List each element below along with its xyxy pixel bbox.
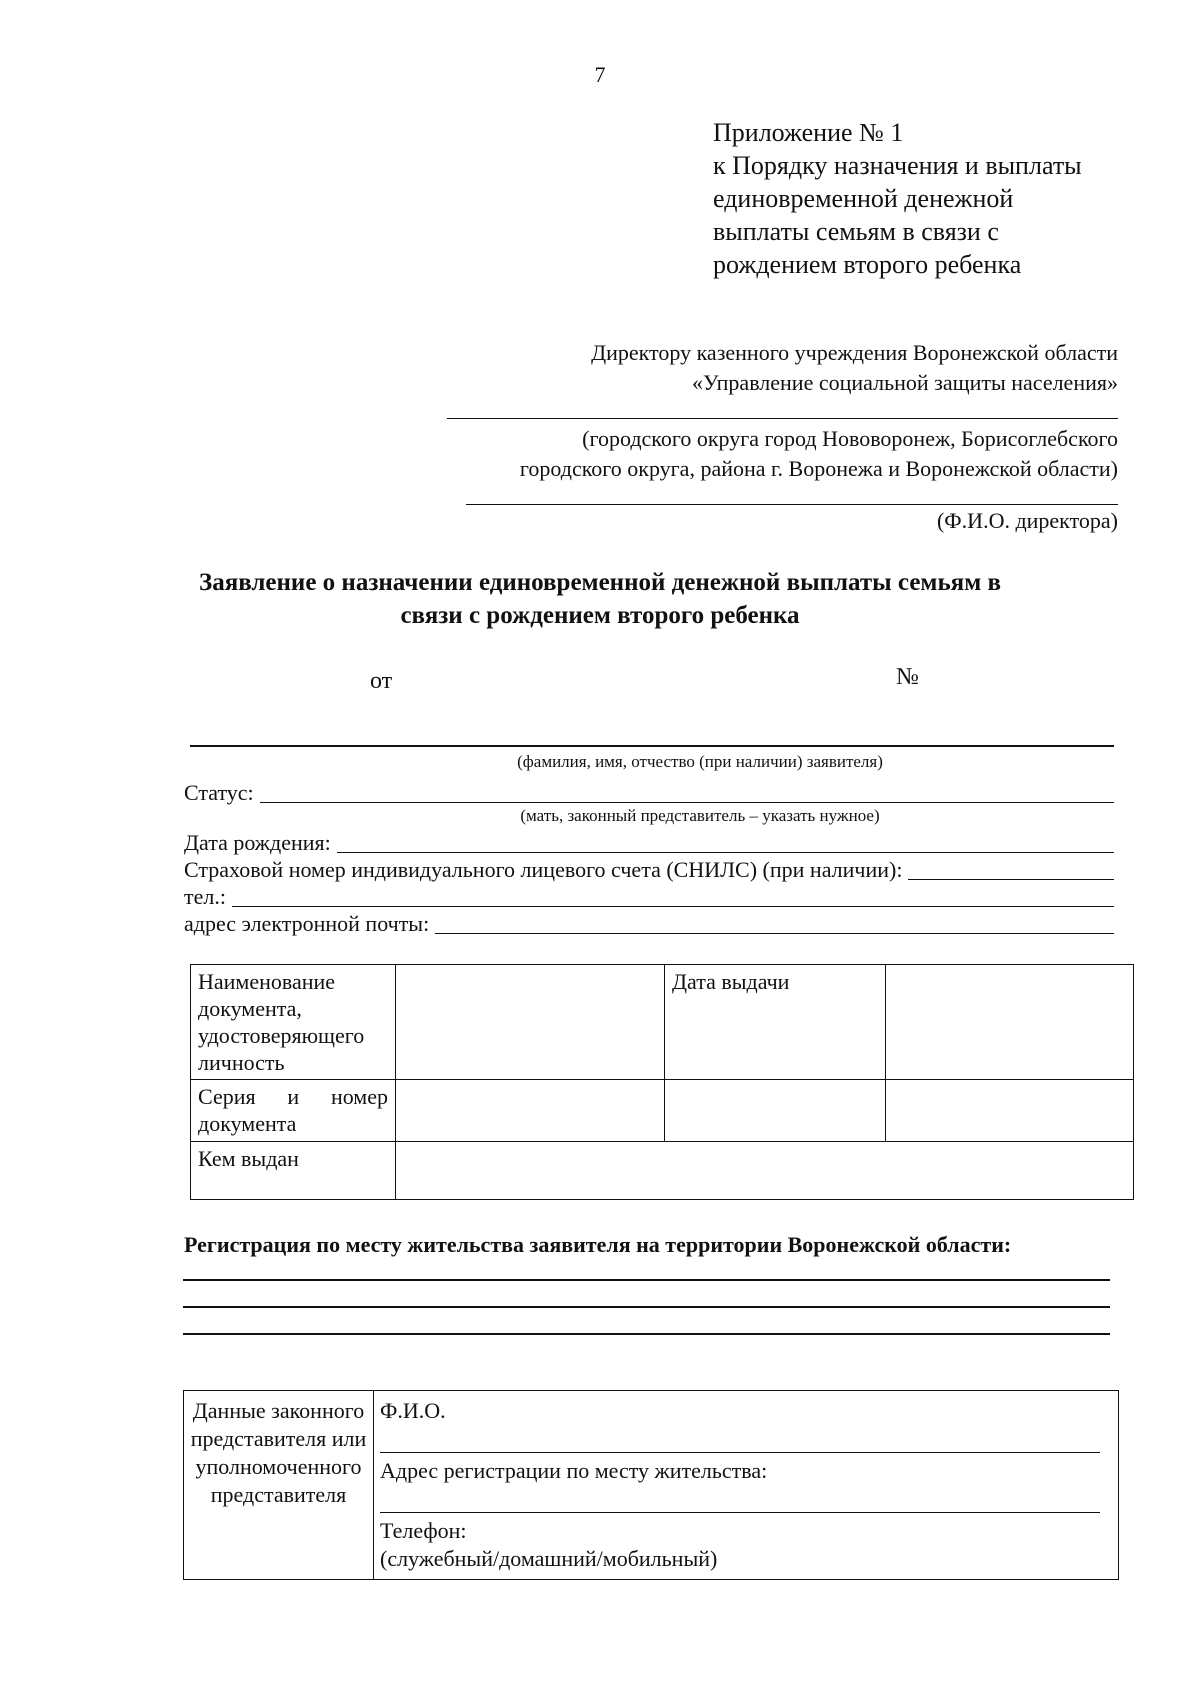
representative-fio-label: Ф.И.О. [380,1398,446,1423]
snils-fill-line[interactable] [908,878,1114,880]
email-row [184,911,1114,937]
registration-fill-line[interactable] [183,1333,1110,1335]
phone-label: тел.: [184,884,226,909]
status-fill-line[interactable] [260,801,1114,803]
birth-date-fill-line[interactable] [337,851,1114,853]
director-fill-line[interactable] [466,504,1118,505]
issued-by-value-cell[interactable] [396,1142,1134,1200]
status-row [184,780,1114,806]
appendix-line: единовременной денежной [713,184,1014,213]
representative-table [183,1390,1119,1580]
identity-document-table [190,964,1134,1200]
series-number-extra-cell[interactable] [665,1080,886,1142]
from-label: от [370,668,393,694]
number-label: № [896,664,919,690]
representative-fields [374,1391,1119,1580]
series-word: документа [198,1111,297,1136]
snils-label: Страховой номер индивидуального лицевого счета (СНИЛС) (при наличии): [184,857,903,882]
representative-phone-field[interactable] [380,1517,1100,1573]
page-title [0,566,1200,632]
series-word: и [287,1084,300,1109]
issue-date-value-cell[interactable] [886,965,1134,1080]
addressee-line: Директору казенного учреждения Воронежской области [591,340,1118,365]
applicant-fio-fill-line[interactable] [190,745,1114,747]
addressee-line: «Управление социальной защиты населения» [692,370,1118,395]
series-word: номер [330,1084,388,1109]
institution-fill-line[interactable] [447,418,1118,419]
representative-address-field[interactable] [380,1457,1100,1513]
status-caption: (мать, законный представитель – указать нужное) [520,806,880,825]
phone-row [184,884,1114,910]
series-number-label [191,1080,396,1142]
birth-date-row [184,830,1114,856]
district-caption-line: городского округа, района г. Воронежа и Воронежской области) [519,456,1118,481]
series-number-value-cell[interactable] [396,1080,665,1142]
representative-label: Данные законного представителя или уполномоченного представителя [184,1391,374,1580]
issue-date-label: Дата выдачи [665,965,886,1080]
representative-phone-label: Телефон: [380,1518,467,1543]
director-caption: (Ф.И.О. директора) [936,508,1118,533]
birth-date-label: Дата рождения: [184,830,331,855]
registration-fill-line[interactable] [183,1306,1110,1308]
appendix-line: к Порядку назначения и выплаты [713,151,1082,180]
email-fill-line[interactable] [435,932,1114,934]
email-label: адрес электронной почты: [184,911,430,936]
appendix-line: Приложение № 1 [713,118,904,147]
title-line: связи с рождением второго ребенка [400,602,800,629]
addressee-block [591,338,1118,398]
district-caption [520,424,1118,484]
applicant-fio-caption: (фамилия, имя, отчество (при наличии) заявителя) [517,752,883,771]
registration-heading: Регистрация по месту жительства заявителя на территории Воронежской области: [184,1232,1012,1257]
representative-fio-field[interactable] [380,1397,1100,1453]
doc-name-label: Наименование документа, удостоверяющего личность [191,965,396,1080]
series-word: Серия [198,1084,256,1109]
doc-name-value-cell[interactable] [396,965,665,1080]
registration-fill-line[interactable] [183,1279,1110,1281]
snils-row [184,857,1114,883]
district-caption-line: (городского округа город Нововоронеж, Борисоглебского [582,426,1118,451]
appendix-line: выплаты семьям в связи с [713,217,999,246]
series-number-extra-cell[interactable] [886,1080,1134,1142]
title-line: Заявление о назначении единовременной денежной выплаты семьям в [199,569,1001,596]
representative-address-label: Адрес регистрации по месту жительства: [380,1458,768,1483]
phone-fill-line[interactable] [232,905,1114,907]
representative-phone-types: (служебный/домашний/мобильный) [380,1546,718,1571]
appendix-line: рождением второго ребенка [713,250,1022,279]
status-label: Статус: [184,780,254,805]
page-number: 7 [594,62,606,87]
issued-by-label: Кем выдан [191,1142,396,1200]
appendix-block [713,116,1082,281]
